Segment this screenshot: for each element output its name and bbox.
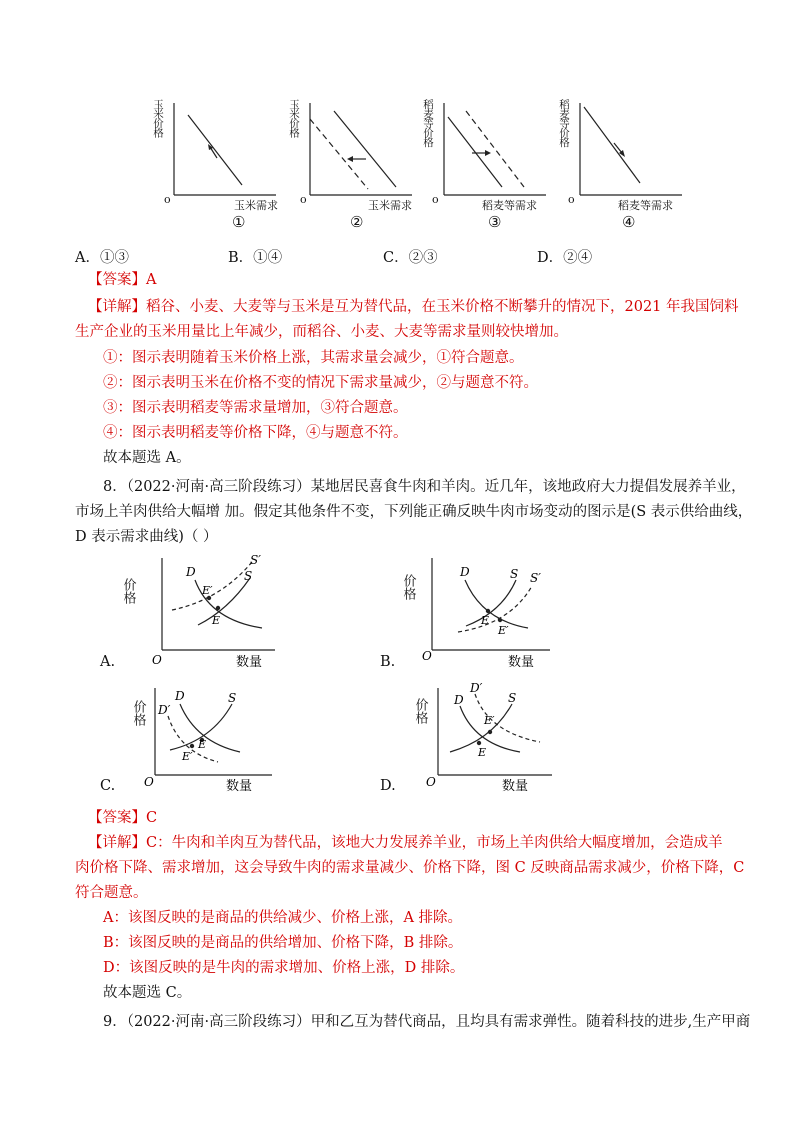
graph-number: ③ xyxy=(488,213,502,231)
graph-svg xyxy=(420,95,550,205)
q8-detail-item-2: B：该图反映的是商品的供给增加、价格下降，B 排除。 xyxy=(103,935,463,951)
graph-label: 数量 xyxy=(236,655,263,670)
detail-text: C：牛肉和羊肉互为替代品，该地大力发展养羊业，市场上羊肉供给大幅度增加，会造成羊 xyxy=(146,835,723,851)
graph-label: D′ xyxy=(470,681,483,695)
detail-tag: 【详解】 xyxy=(88,835,146,851)
q8-detail-line-1 xyxy=(88,834,723,852)
q7-graph-3 xyxy=(420,95,550,235)
graph-label: S xyxy=(508,691,517,705)
origin-label: o xyxy=(300,193,307,206)
graph-label: S′ xyxy=(530,571,541,585)
graph-number: ④ xyxy=(622,213,636,231)
graph-label: 数量 xyxy=(508,655,535,670)
option-c: C．②③ xyxy=(383,250,438,266)
option-d: D．②④ xyxy=(537,250,593,266)
graph-svg xyxy=(380,680,560,800)
graph-label: O xyxy=(152,653,162,667)
y-axis-label: 玉米价格 xyxy=(288,99,300,137)
graph-label: E xyxy=(198,738,207,751)
q8-stem-line-3: D 表示需求曲线)（ ） xyxy=(75,529,218,545)
option-letter: A. xyxy=(100,654,116,670)
answer-tag: 【答案】 xyxy=(88,810,146,826)
q7-detail-item-3: ③：图示表明稻麦等需求量增加，③符合题意。 xyxy=(103,400,408,416)
q7-detail-item-1: ①：图示表明随着玉米价格上涨，其需求量会减少，①符合题意。 xyxy=(103,350,524,366)
origin-label: o xyxy=(432,193,439,206)
graph-label: 数量 xyxy=(226,779,253,794)
origin-label: o xyxy=(164,193,171,206)
detail-text: 稻谷、小麦、大麦等与玉米是互为替代品，在玉米价格不断攀升的情况下，2021 年我国饲料 xyxy=(146,299,739,315)
answer-value: A xyxy=(146,272,157,288)
graph-label: S xyxy=(228,691,237,705)
option-a: A．①③ xyxy=(75,250,129,266)
q8-answer xyxy=(88,809,157,827)
graph-label: S xyxy=(244,569,253,583)
q8-detail-item-1: A：该图反映的是商品的供给减少、价格上涨，A 排除。 xyxy=(103,910,463,926)
graph-label: E′ xyxy=(202,584,213,597)
q8-graph-b xyxy=(380,550,560,670)
y-axis-label: 稻麦等价格 xyxy=(422,99,434,147)
graph-label: E′ xyxy=(182,750,193,763)
q8-graph-d xyxy=(380,680,560,800)
answer-value: C xyxy=(146,810,158,826)
graph-label: D xyxy=(460,565,470,579)
graph-number: ① xyxy=(232,213,246,231)
detail-tag: 【详解】 xyxy=(88,299,146,315)
q8-stem-line-1: 8．（2022·河南·高三阶段练习）某地居民喜食牛肉和羊肉。近几年，该地政府大力提倡发展养羊业， xyxy=(103,479,746,495)
q7-detail-item-2: ②：图示表明玉米在价格不变的情况下需求量减少，②与题意不符。 xyxy=(103,375,538,391)
q7-detail-item-4: ④：图示表明稻麦等价格下降，④与题意不符。 xyxy=(103,425,408,441)
graph-label: 价格 xyxy=(130,700,146,726)
graph-label: O xyxy=(426,775,436,789)
graph-label: D xyxy=(454,693,464,707)
graph-label: D xyxy=(175,689,185,703)
graph-svg xyxy=(100,550,280,670)
graph-label: E xyxy=(478,746,487,759)
q8-graph-a xyxy=(100,550,280,670)
graph-svg xyxy=(150,95,280,205)
graph-label: 数量 xyxy=(502,779,529,794)
q8-detail-line-3: 符合题意。 xyxy=(75,885,148,901)
graph-svg xyxy=(100,680,280,800)
q7-answer xyxy=(88,271,156,289)
x-axis-label: 稻麦等需求 xyxy=(618,199,673,212)
q7-detail-line-1 xyxy=(88,298,739,316)
graph-label: S xyxy=(510,567,519,581)
graph-svg xyxy=(286,95,416,205)
graph-label: E xyxy=(481,614,490,627)
x-axis-label: 玉米需求 xyxy=(234,199,278,212)
x-axis-label: 稻麦等需求 xyxy=(482,199,537,212)
q9-stem-line-1: 9．（2022·河南·高三阶段练习）甲和乙互为替代商品，且均具有需求弹性。随着科技的进步,生产甲商 xyxy=(103,1014,751,1030)
graph-label: E′ xyxy=(498,624,509,637)
graph-label: D xyxy=(186,565,196,579)
q7-graph-2 xyxy=(286,95,416,235)
q7-graph-1 xyxy=(150,95,280,235)
y-axis-label: 玉米价格 xyxy=(152,99,164,137)
option-letter: D. xyxy=(380,778,396,794)
option-b: B．①④ xyxy=(228,250,283,266)
q8-conclusion: 故本题选 C。 xyxy=(103,985,192,1001)
q8-detail-item-3: D：该图反映的是牛肉的需求增加、价格上涨，D 排除。 xyxy=(103,960,465,976)
graph-svg xyxy=(556,95,686,205)
graph-label: S′ xyxy=(250,553,261,567)
graph-label: E xyxy=(212,614,221,627)
y-axis-label: 稻麦等价格 xyxy=(558,99,570,147)
q8-detail-line-2: 肉价格下降、需求增加，这会导致牛肉的需求量减少、价格下降，图 C 反映商品需求减少，价格下降，C xyxy=(75,860,745,876)
answer-tag: 【答案】 xyxy=(88,272,146,288)
origin-label: o xyxy=(568,193,575,206)
graph-label: D′ xyxy=(158,703,171,717)
q7-conclusion: 故本题选 A。 xyxy=(103,450,191,466)
graph-label: O xyxy=(422,649,432,663)
q8-stem-line-2: 市场上羊肉供给大幅增 加。假定其他条件不变，下列能正确反映牛肉市场变动的图示是(S 表示供给曲线， xyxy=(75,504,753,520)
graph-label: 价格 xyxy=(412,698,428,724)
graph-svg xyxy=(380,550,560,670)
y-axis-label: 价格 xyxy=(120,578,136,604)
graph-label: O xyxy=(144,775,154,789)
graph-number: ② xyxy=(350,213,364,231)
q7-detail-line-2: 生产企业的玉米用量比上年减少，而稻谷、小麦、大麦等需求量则较快增加。 xyxy=(75,324,568,340)
q8-graph-c xyxy=(100,680,280,800)
graph-label: 价格 xyxy=(400,574,416,600)
x-axis-label: 玉米需求 xyxy=(368,199,412,212)
option-letter: B. xyxy=(380,654,396,670)
graph-label: E′ xyxy=(484,714,495,727)
q7-graph-4 xyxy=(556,95,686,235)
option-letter: C. xyxy=(100,778,116,794)
